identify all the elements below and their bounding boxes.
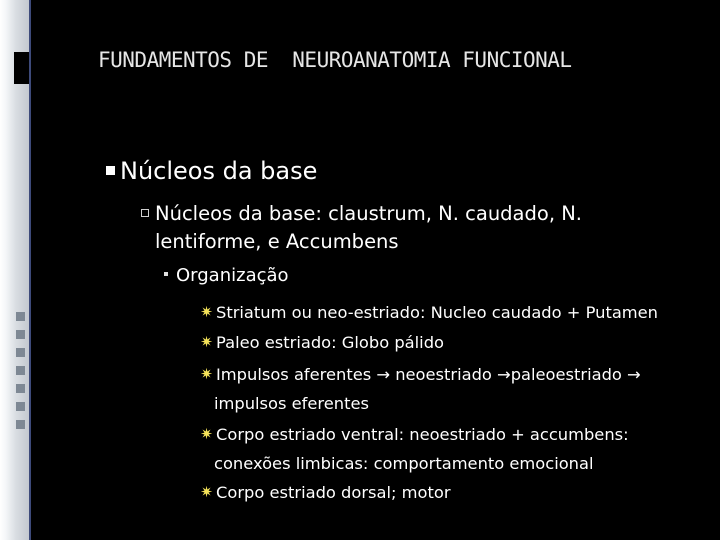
strip-square: [16, 312, 25, 321]
bullet-level-4: [199, 298, 658, 327]
bullet-level-4-text: Corpo estriado ventral: neoestriado + accumbens:: [216, 425, 629, 444]
bullet-level-4-text: Striatum ou neo-estriado: Nucleo caudado + Putamen: [216, 303, 658, 322]
bullet-level-4-continuation: conexões limbicas: comportamento emocional: [214, 454, 594, 473]
sunburst-bullet-icon: ✷: [200, 333, 213, 351]
slide-title: FUNDAMENTOS DE NEUROANATOMIA FUNCIONAL: [98, 48, 572, 72]
bullet-level-4-text: Corpo estriado dorsal; motor: [216, 483, 451, 502]
bullet-level-1: [120, 157, 317, 185]
strip-square: [16, 420, 25, 429]
strip-square: [16, 330, 25, 339]
bullet-level-1-text: Núcleos da base: [120, 157, 318, 185]
bullet-level-4: [199, 478, 451, 507]
sunburst-bullet-icon: ✷: [200, 483, 213, 501]
slide-edge-line: [29, 0, 31, 540]
square-bullet-icon: [106, 166, 115, 175]
bullet-level-4: [199, 420, 629, 478]
bullet-level-2: [155, 200, 582, 256]
sunburst-bullet-icon: ✷: [200, 365, 213, 383]
strip-square: [16, 384, 25, 393]
strip-square: [16, 366, 25, 375]
strip-square: [16, 402, 25, 411]
bullet-level-2-line2: lentiforme, e Accumbens: [155, 230, 399, 253]
bullet-level-3-text: Organização: [176, 265, 289, 286]
bullet-level-4: [199, 328, 444, 357]
bullet-level-3: [176, 265, 289, 286]
sunburst-bullet-icon: ✷: [200, 425, 213, 443]
bullet-level-2-line1: Núcleos da base: claustrum, N. caudado, N.: [155, 202, 583, 225]
bullet-level-4-text: Impulsos aferentes → neoestriado →paleoestriado →: [216, 365, 641, 384]
hollow-square-bullet-icon: [141, 209, 149, 217]
bullet-level-4: [199, 360, 641, 418]
bullet-level-4-continuation: impulsos eferentes: [214, 394, 369, 413]
small-square-bullet-icon: [164, 272, 168, 276]
strip-square: [16, 348, 25, 357]
sunburst-bullet-icon: ✷: [200, 303, 213, 321]
bullet-level-4-text: Paleo estriado: Globo pálido: [216, 333, 445, 352]
title-marker-block: [14, 52, 29, 84]
